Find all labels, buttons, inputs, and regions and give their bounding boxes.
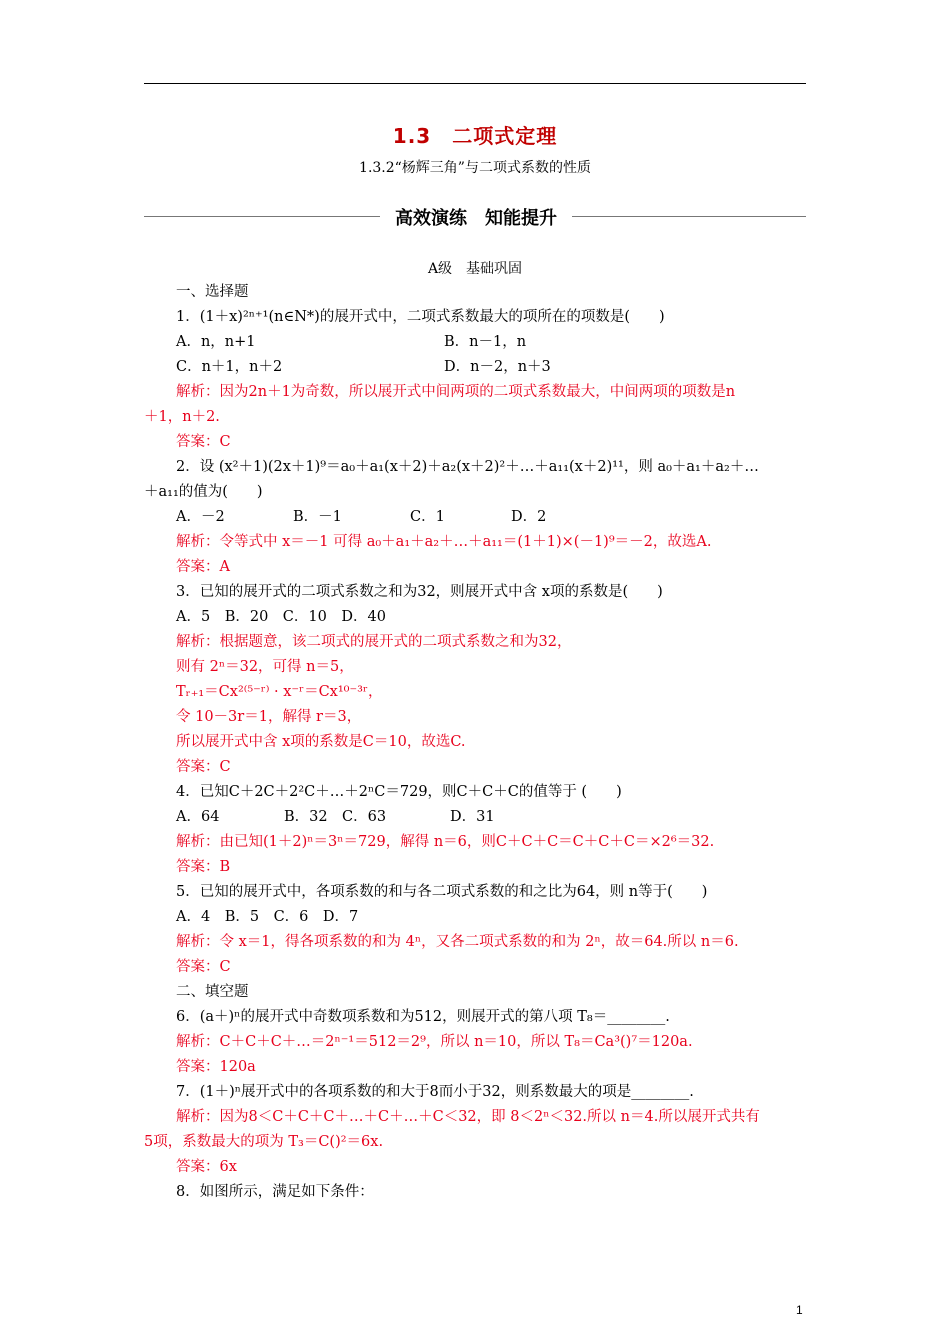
page-title: 1.3 二项式定理 — [392, 124, 558, 148]
q1-analysis-line1: 解析：因为2n＋1为奇数，所以展开式中间两项的二项式系数最大，中间两项的项数是n — [176, 384, 736, 400]
section-fill: 二、填空题 — [176, 984, 249, 1000]
question-3-options: A．5 B．20 C．10 D．40 — [176, 609, 386, 625]
q4-option-d: D．31 — [450, 809, 495, 825]
q1-option-d: D．n－2，n＋3 — [444, 359, 551, 375]
question-1-options-row1 — [176, 332, 816, 352]
question-3: 3．已知的展开式的二项式系数之和为32，则展开式中含 x项的系数是( ) — [176, 584, 663, 600]
section-choice: 一、选择题 — [176, 284, 249, 300]
question-5: 5．已知的展开式中，各项系数的和与各二项式系数的和之比为64，则 n等于( ) — [176, 884, 708, 900]
q2-option-b: B．－1 — [293, 509, 342, 525]
q4-option-a: A．64 — [176, 809, 220, 825]
question-1-options-row2 — [176, 357, 816, 377]
top-rule — [144, 83, 806, 84]
q2-option-a: A．－2 — [176, 509, 225, 525]
page-subtitle: 1.3.2“杨辉三角”与二项式系数的性质 — [359, 160, 591, 176]
q2-answer: 答案：A — [176, 559, 230, 575]
question-2-line2: ＋a₁₁的值为( ) — [144, 484, 263, 500]
q3-analysis-line2: 则有 2ⁿ＝32，可得 n＝5， — [176, 659, 354, 675]
banner-rule-left — [144, 216, 380, 217]
q1-option-c: C．n＋1，n＋2 — [176, 359, 283, 375]
q2-option-d: D．2 — [511, 509, 547, 525]
question-4: 4．已知C＋2C＋2²C＋…＋2ⁿC＝729，则C＋C＋C的值等于 ( ) — [176, 784, 622, 800]
question-6: 6．(a＋)ⁿ的展开式中奇数项系数和为512，则展开式的第八项 T₈＝________. — [176, 1009, 670, 1025]
q3-analysis-line1: 解析：根据题意，该二项式的展开式的二项式系数之和为32， — [176, 634, 572, 650]
question-7: 7．(1＋)ⁿ展开式中的各项系数的和大于8而小于32，则系数最大的项是________. — [176, 1084, 694, 1100]
banner-rule-right — [572, 216, 806, 217]
question-4-options — [176, 807, 816, 827]
page-number: 1 — [796, 1303, 803, 1317]
question-1: 1．(1＋x)²ⁿ⁺¹(n∈N*)的展开式中，二项式系数最大的项所在的项数是( ) — [176, 309, 665, 325]
q5-analysis: 解析：令 x＝1，得各项系数的和为 4ⁿ，又各二项式系数的和为 2ⁿ，故＝64.所以 n＝6. — [176, 934, 739, 950]
q5-answer: 答案：C — [176, 959, 231, 975]
level-heading: A级 基础巩固 — [427, 261, 523, 277]
question-8: 8．如图所示，满足如下条件： — [176, 1184, 374, 1200]
q2-option-c: C．1 — [410, 509, 445, 525]
q3-analysis-line4: 令 10－3r＝1，解得 r＝3， — [176, 709, 362, 725]
q4-answer: 答案：B — [176, 859, 231, 875]
q3-analysis-line5: 所以展开式中含 x项的系数是C＝10，故选C. — [176, 734, 466, 750]
q1-answer: 答案：C — [176, 434, 231, 450]
q7-answer: 答案：6x — [176, 1159, 237, 1175]
q7-analysis-line2: 5项，系数最大的项为 T₃＝C()²＝6x. — [144, 1134, 384, 1150]
q4-analysis: 解析：由已知(1＋2)ⁿ＝3ⁿ＝729，解得 n＝6，则C＋C＋C＝C＋C＋C＝×2⁶＝32. — [176, 834, 715, 850]
question-5-options: A．4 B．5 C．6 D．7 — [176, 909, 359, 925]
q7-analysis-line1: 解析：因为8＜C＋C＋C＋…＋C＋…＋C＜32，即 8＜2ⁿ＜32.所以 n＝4.所以展开式共有 — [176, 1109, 760, 1125]
q3-analysis-line3: Tᵣ₊₁＝Cx²⁽⁵⁻ʳ⁾ · x⁻ʳ＝Cx¹⁰⁻³ʳ， — [176, 684, 383, 700]
q2-analysis: 解析：令等式中 x＝－1 可得 a₀＋a₁＋a₂＋…＋a₁₁＝(1＋1)×(－1)⁹＝－2，故选A. — [176, 534, 712, 550]
section-banner — [144, 204, 806, 230]
q1-option-b: B．n－1，n — [444, 334, 527, 350]
q6-answer: 答案：120a — [176, 1059, 256, 1075]
q4-option-c: C．63 — [342, 809, 387, 825]
q1-option-a: A．n，n+1 — [176, 334, 256, 350]
question-2-line1: 2．设 (x²＋1)(2x＋1)⁹＝a₀＋a₁(x＋2)＋a₂(x＋2)²＋…＋a₁₁(x＋2)¹¹，则 a₀＋a₁＋a₂＋… — [176, 459, 759, 475]
q1-analysis-line2: ＋1，n＋2. — [144, 409, 220, 425]
question-2-options — [176, 507, 816, 527]
q4-option-b: B．32 — [284, 809, 328, 825]
q3-answer: 答案：C — [176, 759, 231, 775]
banner-text: 高效演练 知能提升 — [395, 208, 557, 229]
q6-analysis: 解析：C＋C＋C＋…＝2ⁿ⁻¹＝512＝2⁹，所以 n＝10，所以 T₈＝Ca³()⁷＝120a. — [176, 1034, 693, 1050]
